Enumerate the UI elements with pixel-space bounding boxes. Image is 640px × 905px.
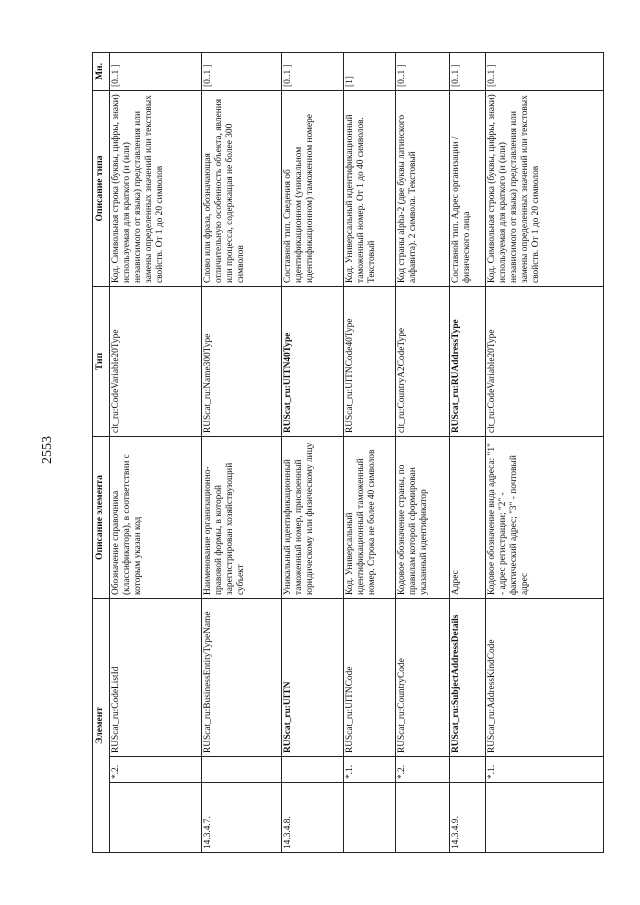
row-number-cell — [486, 783, 604, 853]
row-type-cell: RUScat_ru:UITN40Type — [282, 287, 344, 437]
row-type-description-cell: Код. Символьная строка (буквы, цифры, знаки) используемая для краткого (и (или) независимого от языка) представления или замены определенных значений или текстовых свойств. От 1 до 20 символов — [486, 91, 604, 287]
row-type-cell: RUScat_ru:RUAddressType — [450, 287, 486, 437]
row-element-description-cell: Кодовое обозначение вида адреса: "1" - адрес регистрации; "2" - фактический адрес; "3" - почтовый адрес — [486, 437, 604, 599]
row-sub-marker-cell: *.2. — [396, 757, 450, 783]
row-multiplicity-cell: [0..1 ] — [396, 53, 450, 91]
row-element-description-cell: Наименование организационно-правовой формы, в которой зарегистрирован хозяйствующий субъект — [202, 437, 282, 599]
table-body — [110, 53, 604, 853]
row-element-description-cell: Обозначение справочника (классификатора), в соответствии с которым указан код — [110, 437, 202, 599]
header-element-description: Описание элемента — [93, 437, 110, 599]
row-number-cell: 14.3.4.9. — [450, 783, 486, 853]
row-sub-marker-cell — [282, 757, 344, 783]
row-multiplicity-cell: [1] — [344, 53, 396, 91]
row-type-description-cell: Код. Символьная строка (буквы, цифры, знаки) используемая для краткого (и (или) независимого от языка) представления или замены определенных значений или текстовых свойств. От 1 до 20 символов — [110, 91, 202, 287]
row-type-cell: RUScat_ru:UITNCode40Type — [344, 287, 396, 437]
row-sub-marker-cell: *.2. — [110, 757, 202, 783]
row-element-description-cell: Кодовое обозначение страны, по правилам которой сформирован указанный идентификатор — [396, 437, 450, 599]
header-multiplicity: Мн. — [93, 53, 110, 91]
table-row — [396, 53, 450, 853]
row-element-cell: RUScat_ru:SubjectAddressDetails — [450, 599, 486, 757]
page-number-text: 2553 — [40, 436, 55, 464]
row-element-cell: RUScat_ru:AddressKindCode — [486, 599, 604, 757]
row-type-cell: RUScat_ru:Name300Type — [202, 287, 282, 437]
row-type-cell: clt_ru:CountryA2CodeType — [396, 287, 450, 437]
row-type-description-cell: Составной тип. Сведения об идентификационном (уникальном идентификационном) таможенном номере — [282, 91, 344, 287]
table-row — [450, 53, 486, 853]
table-row — [344, 53, 396, 853]
header-type-description: Описание типа — [93, 91, 110, 287]
row-type-description-cell: Слово или фраза, обозначающая отличительную особенность объекта, явления или процесса, содержащая не более 300 символов — [202, 91, 282, 287]
table-row — [282, 53, 344, 853]
row-element-description-cell: Код. Универсальный идентификационный таможенный номер. Строка не более 40 символов — [344, 437, 396, 599]
row-multiplicity-cell: [0..1 ] — [486, 53, 604, 91]
row-type-description-cell: Составной тип. Адрес организации / физического лица — [450, 91, 486, 287]
row-element-cell: RUScat_ru:CodeListId — [110, 599, 202, 757]
row-number-cell: 14.3.4.7. — [202, 783, 282, 853]
row-multiplicity-cell: [0..1 ] — [450, 53, 486, 91]
table-row — [202, 53, 282, 853]
row-number-cell — [110, 783, 202, 853]
row-multiplicity-cell: [0..1 ] — [110, 53, 202, 91]
row-sub-marker-cell: *.1. — [344, 757, 396, 783]
header-element: Элемент — [93, 599, 110, 853]
row-element-description-cell: Адрес — [450, 437, 486, 599]
element-table — [92, 52, 604, 853]
row-sub-marker-cell — [202, 757, 282, 783]
row-number-cell: 14.3.4.8. — [282, 783, 344, 853]
row-multiplicity-cell: [0..1 ] — [202, 53, 282, 91]
table-row — [110, 53, 202, 853]
header-type: Тип — [93, 287, 110, 437]
row-sub-marker-cell — [450, 757, 486, 783]
page-number — [28, 420, 68, 480]
row-type-description-cell: Код. Универсальный идентификационный таможенный номер. От 1 до 40 символов. Текстовый — [344, 91, 396, 287]
row-type-description-cell: Код страны alpha-2 (две буквы латинского алфавита). 2 символа. Текстовый — [396, 91, 450, 287]
row-type-cell: clt_ru:CodeVariable20Type — [110, 287, 202, 437]
table-header-row — [93, 53, 110, 853]
row-sub-marker-cell: *.1. — [486, 757, 604, 783]
row-element-cell: RUScat_ru:CountryCode — [396, 599, 450, 757]
row-number-cell — [344, 783, 396, 853]
row-element-description-cell: Уникальный идентификационный таможенный номер, присвоенный юридическому или физическому лицу — [282, 437, 344, 599]
row-element-cell: RUScat_ru:BusinessEntityTypeName — [202, 599, 282, 757]
rotated-table-container — [92, 53, 602, 853]
row-multiplicity-cell: [0..1 ] — [282, 53, 344, 91]
row-element-cell: RUScat_ru:UITNCode — [344, 599, 396, 757]
row-element-cell: RUScat_ru:UITN — [282, 599, 344, 757]
row-number-cell — [396, 783, 450, 853]
row-type-cell: clt_ru:CodeVariable20Type — [486, 287, 604, 437]
table-row — [486, 53, 604, 853]
